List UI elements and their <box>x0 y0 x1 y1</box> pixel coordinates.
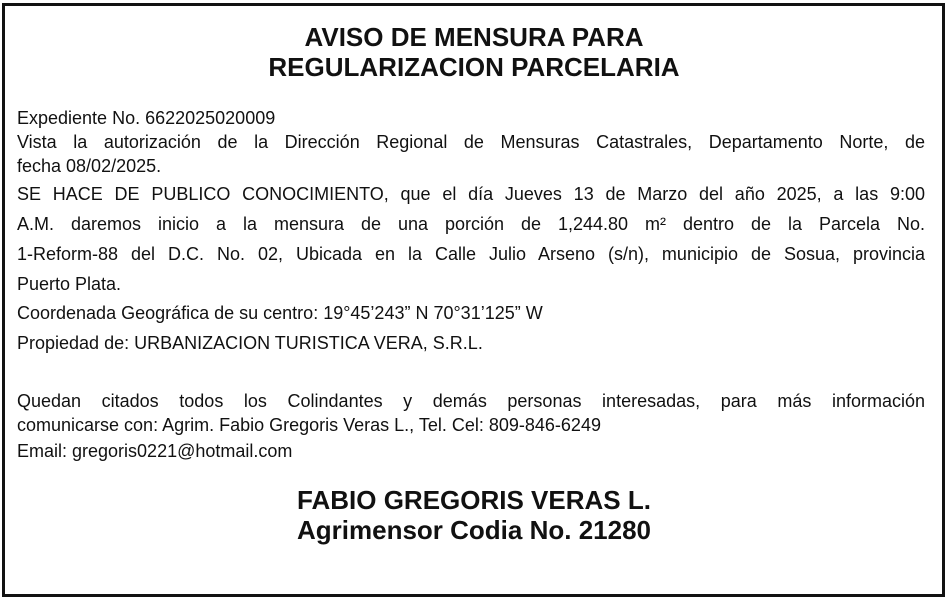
authorization-text-line2: fecha 08/02/2025. <box>17 156 162 176</box>
contact-email: Email: gregoris0221@hotmail.com <box>17 441 293 461</box>
announcement-line1: SE HACE DE PUBLICO CONOCIMIENTO, que el día Jueves 13 de Marzo del año 2025, a las 9:00 <box>17 184 925 204</box>
expediente-number: Expediente No. 6622025020009 <box>17 108 276 128</box>
announcement-line4: Puerto Plata. <box>17 274 122 294</box>
notice-title-line1: AVISO DE MENSURA PARA <box>304 22 644 52</box>
notice-title-line2: REGULARIZACION PARCELARIA <box>268 52 680 82</box>
announcement-line2: A.M. daremos inicio a la mensura de una porción de 1,244.80 m² dentro de la Parcela No. <box>17 214 925 234</box>
signature-name: FABIO GREGORIS VERAS L. <box>297 485 651 515</box>
signature-role: Agrimensor Codia No. 21280 <box>297 515 651 545</box>
authorization-text-line1: Vista la autorización de la Dirección Regional de Mensuras Catastrales, Departamento Norte, de <box>17 132 925 152</box>
geographic-coordinates: Coordenada Geográfica de su centro: 19°45’243” N 70°31’125” W <box>17 303 543 323</box>
citation-line1: Quedan citados todos los Colindantes y demás personas interesadas, para más información <box>17 391 925 411</box>
citation-line2: comunicarse con: Agrim. Fabio Gregoris Veras L., Tel. Cel: 809-846-6249 <box>17 415 601 435</box>
property-owner: Propiedad de: URBANIZACION TURISTICA VERA, S.R.L. <box>17 333 483 353</box>
announcement-line3: 1-Reform-88 del D.C. No. 02, Ubicada en la Calle Julio Arseno (s/n), municipio de Sosua, provincia <box>17 244 925 264</box>
